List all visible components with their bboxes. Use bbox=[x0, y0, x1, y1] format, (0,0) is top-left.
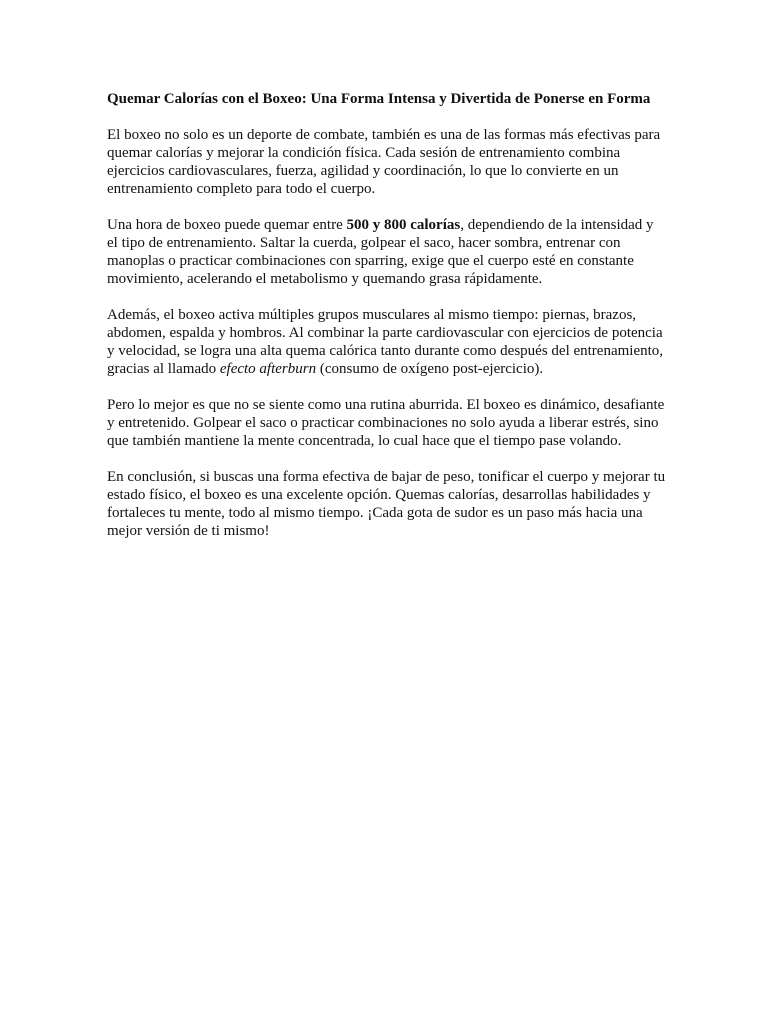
calories-range-bold: 500 y 800 calorías bbox=[346, 217, 461, 233]
paragraph-conclusion: En conclusión, si buscas una forma efectiva de bajar de peso, tonificar el cuerpo y mejorar tu estado físico, el boxeo es una excelente opción. Quemas calorías, desarrollas habilidades y fortaleces tu mente, todo al mismo tiempo. ¡Cada gota de sudor es un paso más hacia una mejor versión de ti mismo! bbox=[107, 469, 666, 539]
paragraph-muscles-text-end: (consumo de oxígeno post-ejercicio). bbox=[316, 361, 544, 377]
afterburn-term-italic: efecto afterburn bbox=[219, 361, 317, 377]
paragraph-muscles bbox=[107, 306, 667, 378]
paragraph-fun: Pero lo mejor es que no se siente como una rutina aburrida. El boxeo es dinámico, desafiante y entretenido. Golpear el saco o practicar combinaciones no solo ayuda a liberar estrés, sino que también mantiene la mente concentrada, lo cual hace que el tiempo pase volando. bbox=[107, 397, 665, 449]
paragraph-muscles-text: Además, el boxeo activa múltiples grupos musculares al mismo tiempo: piernas, brazos, abdomen, espalda y hombros. Al combinar la parte cardiovascular con ejercicios de potencia y velocidad, se logra una alta quema calórica tanto durante como después del entrenamiento, gracias al llamado bbox=[107, 307, 664, 377]
document-title: Quemar Calorías con el Boxeo: Una Forma Intensa y Divertida de Ponerse en Forma bbox=[107, 91, 651, 107]
paragraph-calories-text-end: , dependiendo de la intensidad y el tipo de entrenamiento. Saltar la cuerda, golpear el saco, hacer sombra, entrenar con manoplas o practicar combinaciones con sparring, exige que el cuerpo esté en constante movimiento, acelerando el metabolismo y quemando grasa rápidamente. bbox=[107, 217, 654, 287]
paragraph-calories bbox=[107, 216, 667, 288]
paragraph-calories-text: Una hora de boxeo puede quemar entre bbox=[107, 217, 347, 233]
paragraph-intro: El boxeo no solo es un deporte de combate, también es una de las formas más efectivas para quemar calorías y mejorar la condición física. Cada sesión de entrenamiento combina ejercicios cardiovasculares, fuerza, agilidad y coordinación, lo que lo convierte en un entrenamiento completo para todo el cuerpo. bbox=[107, 127, 661, 197]
document-page bbox=[107, 90, 667, 558]
